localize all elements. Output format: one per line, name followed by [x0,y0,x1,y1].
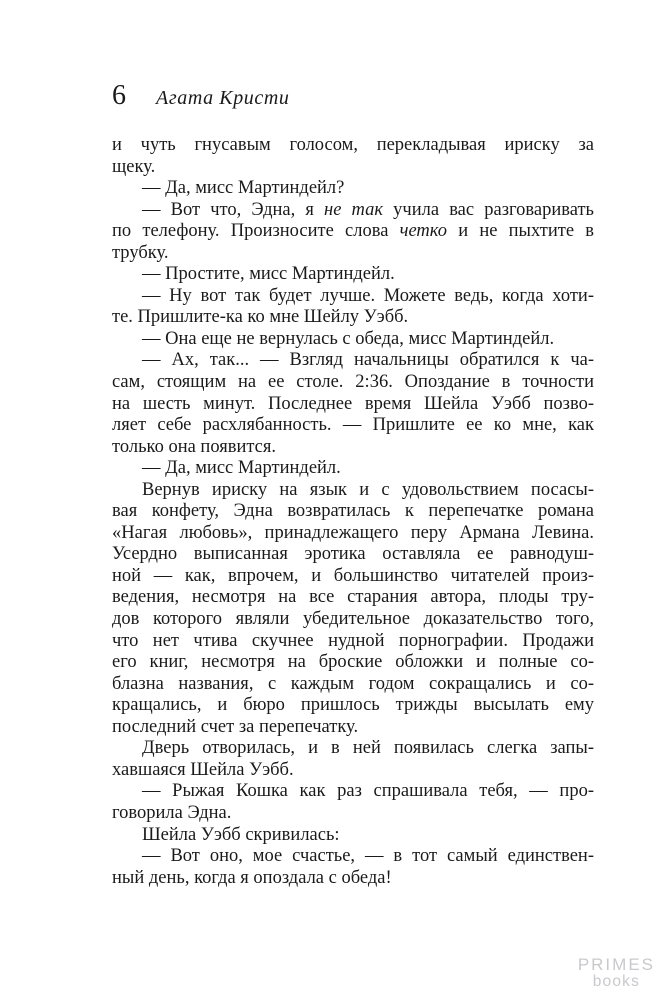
text-segment: Усердно выписанная эротика оставляла ее равнодуш- [112,544,594,565]
text-segment: щеку. [112,156,156,177]
text-segment: учила вас разговаривать [383,199,594,220]
emphasized-text: не так [324,199,384,220]
text-segment: — Рыжая Кошка как раз спрашивала тебя, — про- [142,781,594,802]
text-segment: и не пыхтите в [446,221,594,242]
text-line [112,523,594,545]
text-segment: — Да, мисс Мартиндейл? [142,178,345,199]
text-segment: сам, стоящим на ее столе. 2:36. Опоздание в точности [112,372,594,393]
text-segment: — Вот что, Эдна, я [142,199,325,220]
text-line [112,178,594,200]
text-line [112,609,594,631]
text-segment: Шейла Уэбб скривилась: [142,824,340,845]
text-segment: ный день, когда я опоздала с обеда! [112,867,392,888]
text-segment: — Она еще не вернулась с обеда, мисс Мартиндейл. [142,328,555,349]
publisher-watermark [578,956,655,990]
text-segment: Вернув ириску на язык и с удовольствием посасы- [142,479,594,500]
text-line [112,329,594,351]
page-number: 6 [112,80,126,111]
text-segment: дов которого являли убедительное доказательство того, [112,609,594,630]
text-line [112,652,594,674]
text-segment: только она появится. [112,436,277,457]
text-line [112,243,594,265]
text-line [112,738,594,760]
text-line [112,674,594,696]
text-line [112,415,594,437]
text-line [112,307,594,329]
text-line [112,587,594,609]
text-line [112,135,594,157]
text-segment: ной — как, впрочем, и большинство читателей произ- [112,565,594,586]
text-line [112,264,594,286]
text-line [112,221,594,243]
text-line [112,760,594,782]
text-line [112,566,594,588]
text-line [112,781,594,803]
watermark-primes-label: PRIMES [577,954,655,974]
running-title: Агата Кристи [156,87,290,109]
text-line [112,868,594,890]
text-line [112,458,594,480]
text-line [112,825,594,847]
body-text [112,135,594,889]
text-segment: что нет чтива скучнее нудной порнографии. Продажи [112,630,594,651]
text-line [112,846,594,868]
text-line [112,372,594,394]
page-header [112,82,290,110]
text-segment: и чуть гнусавым голосом, перекладывая ириску за [112,135,594,155]
text-segment: — Да, мисс Мартиндейл. [142,458,341,479]
text-segment: Дверь отворилась, и в ней появилась слегка запы- [142,738,594,759]
text-line [112,480,594,502]
text-line [112,350,594,372]
text-segment: — Простите, мисс Мартиндейл. [142,264,395,285]
text-segment: те. Пришлите-ка ко мне Шейлу Уэбб. [112,307,409,328]
text-segment: ведения, несмотря на все старания автора, плоды тру- [112,587,594,608]
text-segment: на шесть минут. Последнее время Шейла Уэбб позво- [112,393,594,414]
text-line [112,631,594,653]
text-line [112,544,594,566]
text-segment: трубку. [112,242,169,263]
text-line [112,200,594,222]
text-segment: ляет себе расхлябанность. — Пришлите ее ко мне, как [112,415,594,436]
text-segment: последний счет за перепечатку. [112,716,359,737]
text-line [112,803,594,825]
text-line [112,501,594,523]
text-segment: по телефону. Произносите слова [112,221,400,242]
text-segment: хавшаяся Шейла Уэбб. [112,759,294,780]
text-segment: — Вот оно, мое счастье, — в тот самый единствен- [142,846,594,867]
text-segment: говорила Эдна. [112,802,232,823]
emphasized-text: четко [399,221,447,242]
text-line [112,437,594,459]
text-line [112,695,594,717]
text-segment: — Ну вот так будет лучше. Можете ведь, когда хоти- [142,285,594,306]
text-segment: вая конфету, Эдна возвратилась к перепечатке романа [112,501,594,522]
text-segment: «Нагая любовь», принадлежащего перу Армана Левина. [112,522,594,543]
text-segment: кращались, и бюро пришлось трижды высылать ему [112,695,594,716]
text-line [112,717,594,739]
watermark-books-label: books [592,972,641,990]
text-line [112,286,594,308]
text-segment: блазна названия, с каждым годом сокращались и со- [112,673,594,694]
text-segment: его книг, несмотря на броские обложки и полные со- [112,652,594,673]
text-line [112,157,594,179]
text-line [112,394,594,416]
text-segment: — Ах, так... — Взгляд начальницы обратился к ча- [142,350,594,371]
